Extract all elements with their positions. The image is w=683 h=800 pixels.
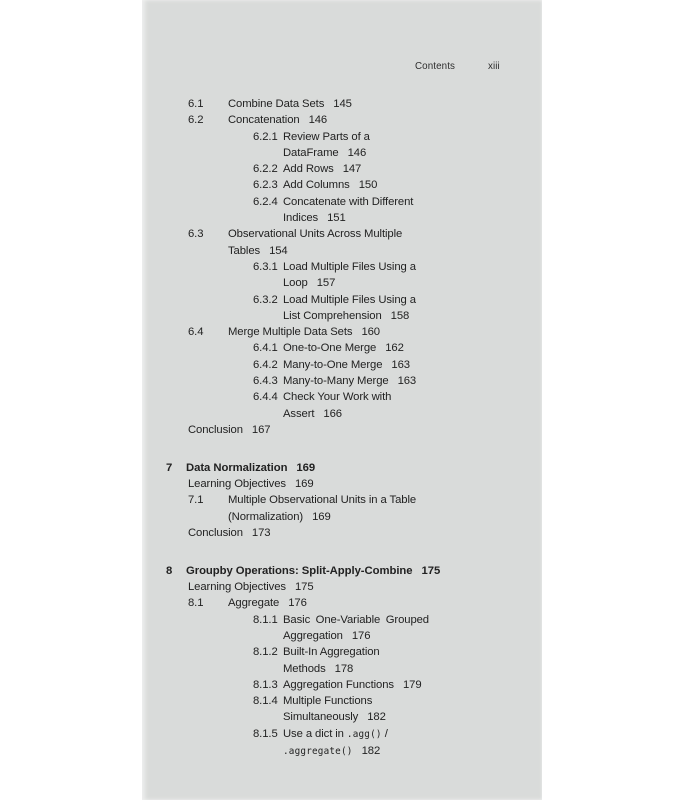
header-title: Contents [415, 61, 456, 72]
running-header [142, 61, 542, 75]
entry-page-number: 160 [361, 326, 380, 339]
title-text: Simultaneously [283, 711, 359, 724]
entry-text [188, 422, 542, 438]
entry-line [186, 563, 542, 579]
toc-entry-conclusion [142, 422, 542, 438]
toc-entry-8.1.3 [142, 677, 542, 693]
entry-line [283, 210, 542, 226]
entry-page-number: 169 [312, 510, 331, 523]
title-text: Concatenation [228, 114, 300, 127]
entry-text [283, 340, 542, 356]
title-text: Review Parts of a [283, 130, 370, 143]
entry-line [228, 595, 542, 611]
toc-entry-6.2.3 [142, 177, 542, 193]
title-text: Aggregation [283, 629, 343, 642]
entry-page-number: 169 [294, 478, 314, 491]
title-text: Aggregate [228, 597, 280, 610]
toc-entry-6.3.2 [142, 292, 542, 325]
entry-text [186, 460, 542, 476]
entry-line [188, 422, 542, 438]
entry-number: 6.1 [188, 98, 204, 110]
toc-entry-6.3 [142, 226, 542, 259]
entry-page-number: 163 [397, 375, 417, 388]
entry-line [186, 460, 542, 476]
entry-line [283, 677, 542, 693]
entry-page-number: 163 [391, 358, 410, 371]
entry-text [228, 226, 542, 259]
code-text: .agg() [346, 728, 382, 740]
entry-text [186, 563, 542, 579]
entry-page-number: 169 [296, 461, 316, 474]
entry-page-number: 150 [358, 179, 378, 192]
entry-line [283, 743, 542, 760]
entry-line [188, 579, 542, 595]
toc-entry-8.1.1 [142, 612, 542, 645]
entry-number: 6.4 [188, 326, 204, 339]
entry-page-number: 176 [288, 597, 307, 610]
title-text: Add Columns [283, 179, 350, 192]
entry-text [228, 595, 542, 611]
toc-entry-6.1 [142, 96, 542, 112]
title-text: DataFrame [283, 146, 339, 159]
entry-page-number: 175 [421, 564, 441, 577]
toc-entry-learning-objectives [142, 476, 542, 492]
entry-page-number: 176 [351, 629, 371, 642]
entry-page-number: 162 [385, 342, 404, 355]
toc-entry-8.1.4 [142, 693, 542, 726]
entry-number: 8.1.5 [253, 727, 278, 740]
toc-entry-6.4.4 [142, 389, 542, 422]
entry-line [283, 389, 542, 405]
entry-text [283, 693, 542, 726]
title-text: Add Rows [283, 163, 334, 176]
entry-number: 6.2 [188, 114, 204, 127]
title-text: Combine Data Sets [228, 98, 325, 110]
entry-text [188, 525, 542, 541]
title-text: Observational Units Across Multiple [228, 228, 403, 241]
toc-entry-6.3.1 [142, 259, 542, 292]
toc-entry-6.2.1 [142, 129, 542, 162]
entry-number: 8.1.3 [253, 678, 278, 691]
title-text: Loop [283, 277, 308, 290]
entry-number: 6.3 [188, 228, 204, 241]
title-text: Indices [283, 212, 319, 225]
code-text: .aggregate() [283, 745, 353, 757]
entry-line [283, 275, 542, 291]
entry-text [283, 677, 542, 693]
entry-line [283, 308, 542, 324]
entry-number: 6.4.2 [253, 358, 278, 371]
title-text: List Comprehension [283, 309, 382, 322]
entry-page-number: 178 [334, 662, 354, 675]
book-page [142, 0, 542, 800]
entry-line [283, 259, 542, 275]
entry-text [283, 292, 542, 325]
entry-line [283, 693, 542, 709]
entry-line [228, 324, 542, 340]
entry-number: 8.1.1 [253, 613, 278, 626]
toc-entry-6.4.1 [142, 340, 542, 356]
title-text: Assert [283, 407, 315, 420]
entry-text [283, 357, 542, 373]
toc-entry-6.4 [142, 324, 542, 340]
title-text: Methods [283, 662, 326, 675]
title-text: Many-to-One Merge [283, 358, 383, 371]
entry-number: 6.4.1 [253, 342, 278, 355]
toc-entry-6.4.3 [142, 373, 542, 389]
entry-page-number: 182 [361, 744, 381, 757]
entry-page-number: 145 [333, 98, 352, 110]
entry-page-number: 166 [323, 407, 342, 420]
entry-number: 7.1 [188, 494, 204, 507]
title-text: Built-In Aggregation [283, 646, 380, 659]
entry-page-number: 147 [342, 163, 362, 176]
title-text: Multiple Functions [283, 695, 373, 708]
title-text: Conclusion [188, 423, 243, 436]
title-text: Data Normalization [186, 461, 288, 474]
entry-text [228, 96, 542, 112]
entry-page-number: 179 [402, 678, 422, 691]
title-text: Merge Multiple Data Sets [228, 326, 353, 339]
title-text: Aggregation Functions [283, 678, 394, 691]
entry-text [188, 579, 542, 595]
entry-number: 6.2.3 [253, 179, 278, 192]
title-text: Groupby Operations: Split-Apply-Combine [186, 564, 413, 577]
toc-entry-6.2.2 [142, 161, 542, 177]
entry-number: 7 [166, 461, 173, 474]
entry-line [228, 96, 542, 112]
entry-number: 8 [166, 564, 173, 577]
entry-line [283, 145, 542, 161]
title-text: Concatenate with Different [283, 195, 414, 208]
entry-text [188, 476, 542, 492]
entry-text [283, 612, 542, 645]
entry-text [283, 259, 542, 292]
entry-line [228, 226, 542, 242]
entry-text [283, 389, 542, 422]
toc-entry-7 [142, 460, 542, 476]
entry-line [283, 644, 542, 660]
entry-line [283, 628, 542, 644]
entry-text [228, 324, 542, 340]
entry-line [188, 476, 542, 492]
entry-line [283, 292, 542, 308]
entry-line [283, 612, 542, 628]
entry-page-number: 146 [347, 146, 367, 159]
entry-page-number: 175 [294, 581, 314, 594]
entry-text [283, 373, 542, 389]
entry-line [283, 194, 542, 210]
entry-text [228, 112, 542, 128]
entry-page-number: 182 [367, 711, 386, 724]
toc-entry-8.1.2 [142, 644, 542, 677]
entry-number: 8.1 [188, 597, 204, 610]
title-text: Tables [228, 244, 261, 257]
entry-line [283, 161, 542, 177]
entry-number: 6.4.3 [253, 375, 278, 388]
entry-page-number: 151 [327, 212, 346, 225]
toc-entry-6.2 [142, 112, 542, 128]
title-text: Basic One-Variable Grouped [283, 613, 429, 626]
entry-text [283, 177, 542, 193]
entry-line [228, 112, 542, 128]
entry-number: 6.4.4 [253, 391, 278, 404]
toc-entry-8.1.5 [142, 726, 542, 761]
entry-text [228, 492, 542, 525]
title-text: Check Your Work with [283, 391, 392, 404]
entry-number: 8.1.2 [253, 646, 278, 659]
toc-entry-6.4.2 [142, 357, 542, 373]
title-text: Load Multiple Files Using a [283, 260, 416, 273]
title-text: (Normalization) [228, 510, 304, 523]
entry-number: 6.3.2 [253, 293, 278, 306]
toc-entry-conclusion [142, 525, 542, 541]
entry-number: 6.2.1 [253, 130, 278, 143]
toc-entry-learning-objectives [142, 579, 542, 595]
toc-spacer [142, 541, 542, 563]
entry-line [228, 492, 542, 508]
entry-text [283, 726, 542, 761]
title-text: Multiple Observational Units in a Table [228, 494, 417, 507]
entry-line [283, 357, 542, 373]
toc-entry-6.2.4 [142, 194, 542, 227]
title-text: Use a dict in [283, 727, 347, 740]
entry-number: 6.3.1 [253, 260, 278, 273]
entry-page-number: 158 [390, 309, 410, 322]
title-text: Learning Objectives [188, 478, 286, 491]
entry-line [283, 726, 542, 743]
toc-spacer [142, 438, 542, 460]
entry-text [283, 194, 542, 227]
entry-line [283, 406, 542, 422]
title-text: Many-to-Many Merge [283, 375, 389, 388]
entry-line [228, 509, 542, 525]
toc-entry-7.1 [142, 492, 542, 525]
toc-list [142, 96, 542, 760]
title-text: / [381, 727, 388, 740]
entry-page-number: 167 [251, 423, 271, 436]
entry-page-number: 157 [316, 277, 336, 290]
entry-number: 6.2.2 [253, 163, 278, 176]
entry-line [283, 373, 542, 389]
header-page-number: xiii [488, 61, 500, 72]
entry-line [283, 661, 542, 677]
entry-line [283, 177, 542, 193]
title-text: Learning Objectives [188, 581, 286, 594]
entry-number: 8.1.4 [253, 695, 278, 708]
title-text: Load Multiple Files Using a [283, 293, 416, 306]
entry-page-number: 146 [308, 114, 328, 127]
entry-page-number: 173 [251, 526, 271, 539]
entry-line [188, 525, 542, 541]
entry-line [283, 709, 542, 725]
entry-text [283, 129, 542, 162]
entry-number: 6.2.4 [253, 195, 278, 208]
title-text: Conclusion [188, 526, 243, 539]
entry-text [283, 644, 542, 677]
entry-line [228, 243, 542, 259]
toc-entry-8 [142, 563, 542, 579]
entry-line [283, 129, 542, 145]
toc-entry-8.1 [142, 595, 542, 611]
title-text: One-to-One Merge [283, 342, 377, 355]
entry-line [283, 340, 542, 356]
entry-page-number: 154 [269, 244, 288, 257]
entry-text [283, 161, 542, 177]
